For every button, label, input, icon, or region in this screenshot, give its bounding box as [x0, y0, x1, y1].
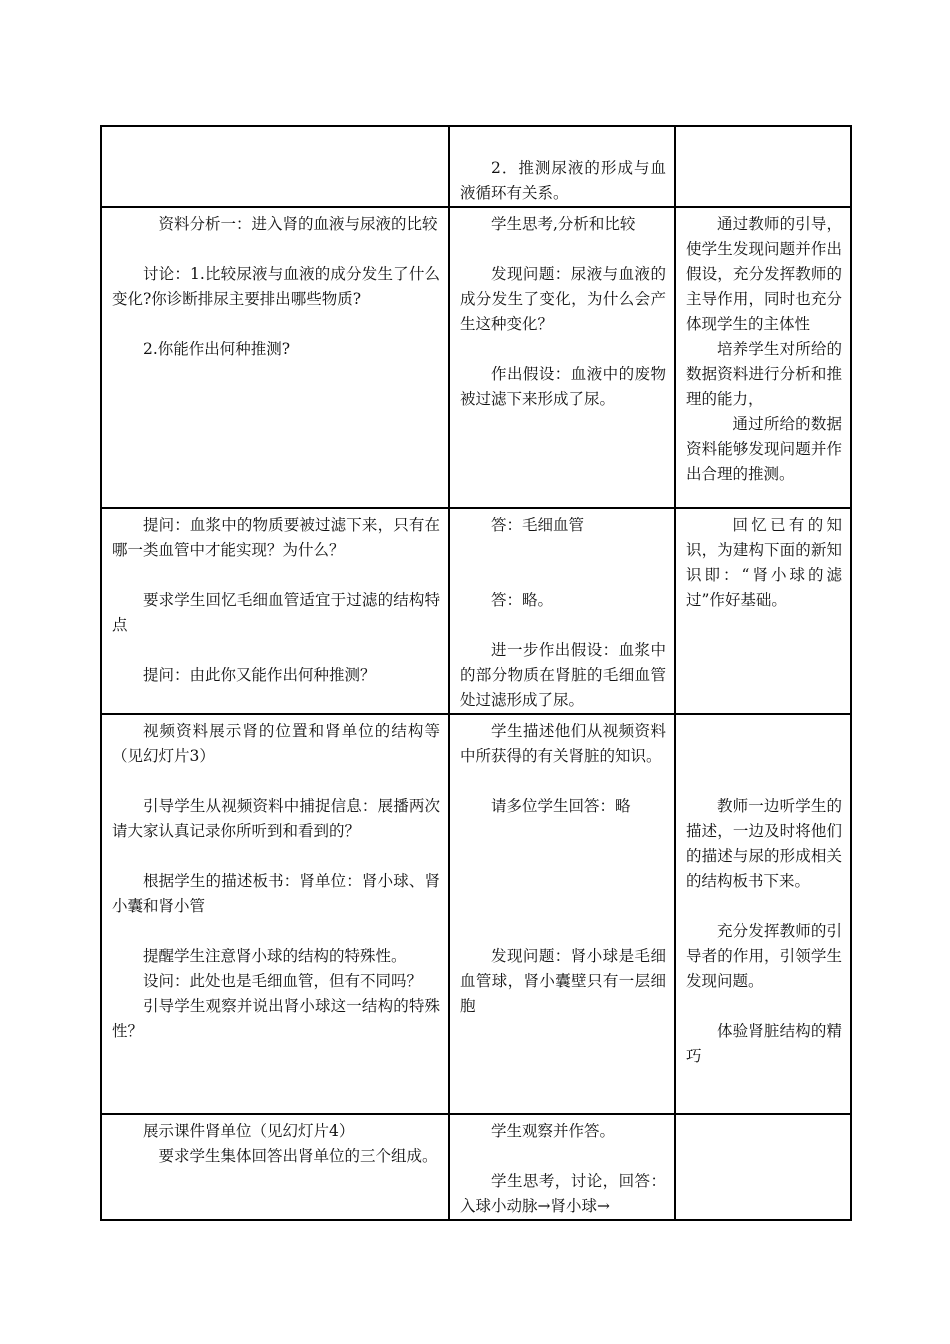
- intent-text: 通过教师的引导，使学生发现问题并作出假设，充分发挥教师的主导作用，同时也充分体现学生的主体性: [686, 215, 842, 333]
- student-text: 学生描述他们从视频资料中所获得的有关肾脏的知识。: [460, 722, 666, 765]
- student-activity-cell: [449, 1114, 675, 1220]
- intent-text: 培养学生对所给的数据资料进行分析和推理的能力，: [686, 340, 842, 408]
- design-intent-cell: [675, 714, 851, 1114]
- student-text: 发现问题：肾小球是毛细血管球，肾小囊壁只有一层细胞: [460, 947, 666, 1015]
- teacher-text: 设问：此处也是毛细血管，但有不同吗？: [143, 972, 423, 990]
- teacher-text: 资料分析一：进入肾的血液与尿液的比较: [158, 215, 438, 233]
- student-activity-cell: [449, 508, 675, 714]
- teacher-text: 引导学生观察并说出肾小球这一结构的特殊性？: [112, 997, 440, 1040]
- intent-text: 教师一边听学生的描述，一边及时将他们的描述与尿的形成相关的结构板书下来。: [686, 797, 842, 890]
- teacher-activity-cell: [101, 126, 449, 207]
- intent-text: 回忆已有的知识，为建构下面的新知识即：“肾小球的滤过”作好基础。: [686, 516, 842, 609]
- design-intent-cell: [675, 207, 851, 508]
- design-intent-cell: [675, 1114, 851, 1220]
- table-row: [101, 207, 851, 508]
- teacher-text: 根据学生的描述板书：肾单位：肾小球、肾小囊和肾小管: [112, 872, 440, 915]
- design-intent-cell: [675, 126, 851, 207]
- student-text: 学生思考，讨论，回答：入球小动脉→肾小球→: [460, 1172, 666, 1215]
- student-activity-cell: [449, 126, 675, 207]
- student-text: 发现问题：尿液与血液的成分发生了变化，为什么会产生这种变化？: [460, 265, 666, 333]
- design-intent-cell: [675, 508, 851, 714]
- student-text: 2．推测尿液的形成与血液循环有关系。: [460, 159, 666, 202]
- teacher-text: 要求学生集体回答出肾单位的三个组成。: [158, 1147, 438, 1165]
- student-text: 学生观察并作答。: [491, 1122, 616, 1140]
- table-row: [101, 126, 851, 207]
- teacher-text: 引导学生从视频资料中捕捉信息：展播两次请大家认真记录你所听到和看到的？: [112, 797, 440, 840]
- teacher-text: 视频资料展示肾的位置和肾单位的结构等（见幻灯片3）: [112, 722, 440, 765]
- teacher-text: 要求学生回忆毛细血管适宜于过滤的结构特点: [112, 591, 440, 634]
- teacher-text: 展示课件肾单位（见幻灯片4）: [143, 1122, 355, 1140]
- student-text: 答：略。: [491, 591, 554, 609]
- teacher-text: 提问：血浆中的物质要被过滤下来，只有在哪一类血管中才能实现？为什么？: [112, 516, 440, 559]
- teacher-text: 讨论：1.比较尿液与血液的成分发生了什么变化?你诊断排尿主要排出哪些物质?: [112, 265, 440, 308]
- teacher-activity-cell: [101, 1114, 449, 1220]
- teacher-text: 提问：由此你又能作出何种推测？: [143, 666, 376, 684]
- teacher-text: 提醒学生注意肾小球的结构的特殊性。: [143, 947, 407, 965]
- intent-text: 通过所给的数据资料能够发现问题并作出合理的推测。: [686, 415, 842, 483]
- intent-text: 充分发挥教师的引导者的作用，引领学生发现问题。: [686, 922, 842, 990]
- teacher-activity-cell: [101, 508, 449, 714]
- intent-text: 体验肾脏结构的精巧: [686, 1022, 842, 1065]
- student-activity-cell: [449, 207, 675, 508]
- student-text: 请多位学生回答：略: [491, 797, 631, 815]
- table-row: [101, 508, 851, 714]
- teacher-activity-cell: [101, 714, 449, 1114]
- table-row: [101, 1114, 851, 1220]
- lesson-plan-table: [100, 125, 852, 1221]
- table-row: [101, 714, 851, 1114]
- student-text: 答：毛细血管: [491, 516, 585, 534]
- teacher-activity-cell: [101, 207, 449, 508]
- student-text: 学生思考,分析和比较: [491, 215, 636, 233]
- student-text: 进一步作出假设：血浆中的部分物质在肾脏的毛细血管处过滤形成了尿。: [460, 641, 666, 709]
- student-text: 作出假设：血液中的废物被过滤下来形成了尿。: [460, 365, 666, 408]
- student-activity-cell: [449, 714, 675, 1114]
- teacher-text: 2.你能作出何种推测?: [143, 340, 291, 358]
